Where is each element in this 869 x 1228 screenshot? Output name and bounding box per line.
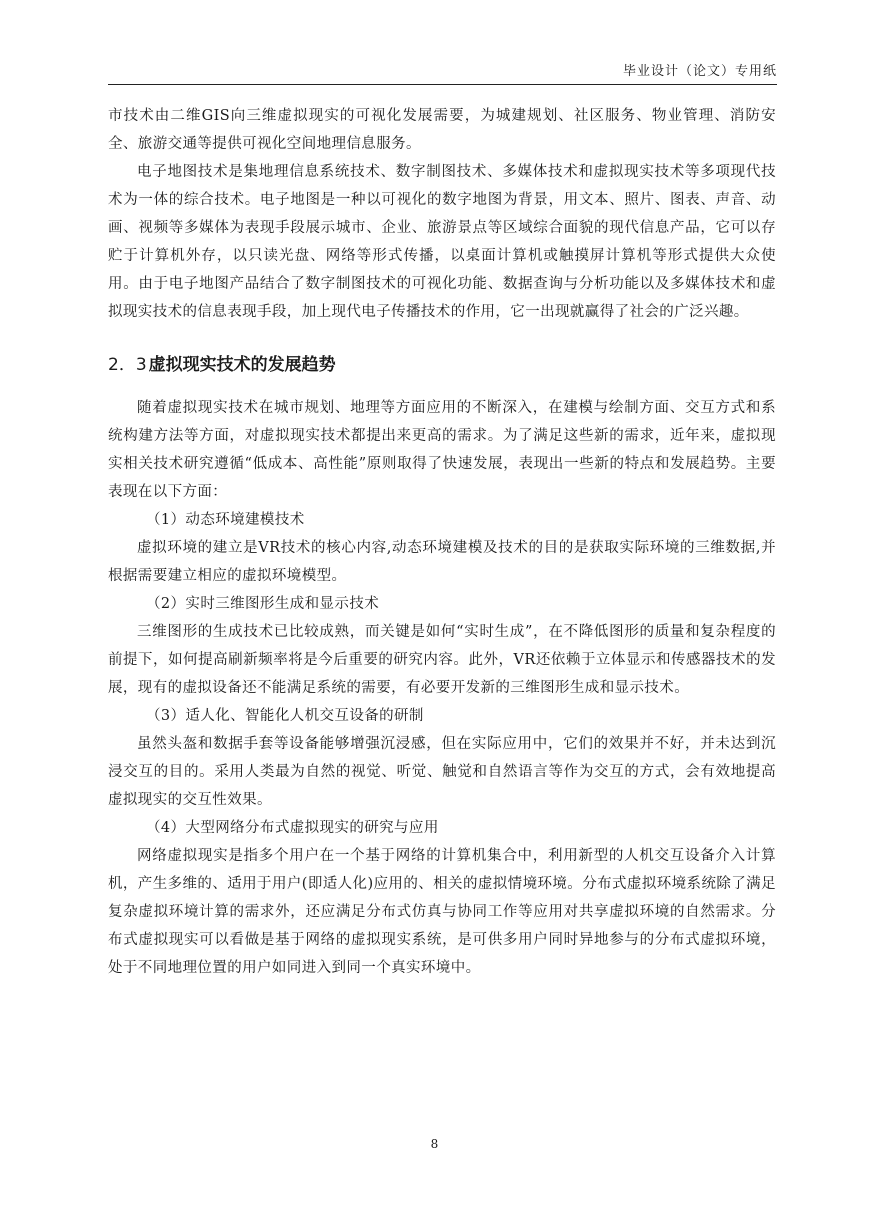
section-number: 2．3	[108, 355, 147, 375]
section-intro-paragraph: 随着虚拟现实技术在城市规划、地理等方面应用的不断深入，在建模与绘制方面、交互方式和系统构建方法等方面，对虚拟现实技术都提出来更高的需求。为了满足这些新的需求，近年来，虚拟现实相关技术研究遵循“低成本、高性能”原则取得了快速发展，表现出一些新的特点和发展趋势。主要表现在以下方面：	[108, 400, 776, 500]
item-body-1: 虚拟环境的建立是VR技术的核心内容,动态环境建模及技术的目的是获取实际环境的三维数据,并根据需要建立相应的虚拟环境模型。	[108, 540, 776, 584]
paragraph-continued: 市技术由二维GIS向三维虚拟现实的可视化发展需要，为城建规划、社区服务、物业管理、消防安全、旅游交通等提供可视化空间地理信息服务。	[108, 108, 776, 152]
page-content	[108, 102, 776, 982]
section-heading	[108, 350, 776, 380]
paragraph-electronic-map: 电子地图技术是集地理信息系统技术、数字制图技术、多媒体技术和虚拟现实技术等多项现代技术为一体的综合技术。电子地图是一种以可视化的数字地图为背景，用文本、照片、图表、声音、动画、视频等多媒体为表现手段展示城市、企业、旅游景点等区域综合面貌的现代信息产品，它可以存贮于计算机外存，以只读光盘、网络等形式传播，以桌面计算机或触摸屏计算机等形式提供大众使用。由于电子地图产品结合了数字制图技术的可视化功能、数据查询与分析功能以及多媒体技术和虚拟现实技术的信息表现手段，加上现代电子传播技术的作用，它一出现就赢得了社会的广泛兴趣。	[108, 164, 776, 320]
item-body-4: 网络虚拟现实是指多个用户在一个基于网络的计算机集合中，利用新型的人机交互设备介入计算机，产生多维的、适用于用户(即适人化)应用的、相关的虚拟情境环境。分布式虚拟环境系统除了满足复杂虚拟环境计算的需求外，还应满足分布式仿真与协同工作等应用对共享虚拟环境的自然需求。分布式虚拟现实可以看做是基于网络的虚拟现实系统，是可供多用户同时异地参与的分布式虚拟环境，处于不同地理位置的用户如同进入到同一个真实环境中。	[108, 848, 776, 976]
item-heading-3: （3）适人化、智能化人机交互设备的研制	[146, 708, 424, 724]
item-heading-2: （2）实时三维图形生成和显示技术	[146, 596, 380, 612]
header-title: 毕业设计（论文）专用纸	[622, 64, 777, 79]
section-title: 虚拟现实技术的发展趋势	[148, 355, 336, 375]
item-heading-4: （4）大型网络分布式虚拟现实的研究与应用	[146, 820, 439, 836]
page-number: 8	[430, 1137, 439, 1151]
page-header	[108, 60, 777, 85]
item-body-2: 三维图形的生成技术已比较成熟，而关键是如何“实时生成”，在不降低图形的质量和复杂程度的前提下，如何提高刷新频率将是今后重要的研究内容。此外，VR还依赖于立体显示和传感器技术的发展，现有的虚拟设备还不能满足系统的需要，有必要开发新的三维图形生成和显示技术。	[108, 624, 776, 696]
item-body-3: 虽然头盔和数据手套等设备能够增强沉浸感，但在实际应用中，它们的效果并不好，并未达到沉浸交互的目的。采用人类最为自然的视觉、听觉、触觉和自然语言等作为交互的方式，会有效地提高虚拟现实的交互性效果。	[108, 736, 776, 808]
item-heading-1: （1）动态环境建模技术	[146, 512, 305, 528]
